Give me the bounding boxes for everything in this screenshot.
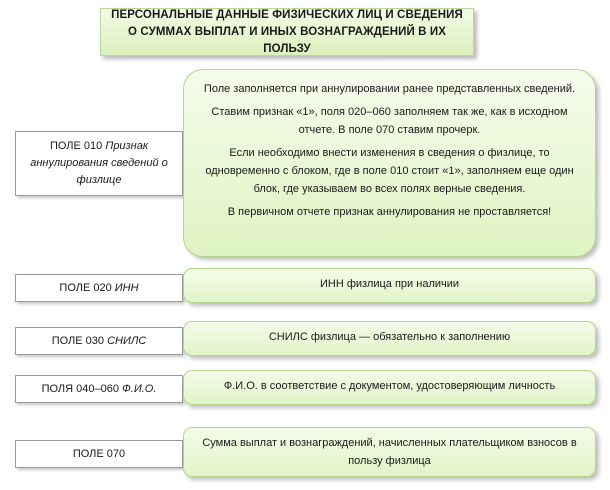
field-070-label-text bbox=[73, 446, 125, 463]
field-030-note bbox=[183, 321, 596, 356]
field-010-code: ПОЛЕ 010 bbox=[49, 140, 103, 152]
field-040-060-note bbox=[183, 370, 596, 405]
field-010-note-line-4: В первичном отчете признак аннулирования не проставляется! bbox=[227, 206, 552, 218]
field-030-label bbox=[15, 327, 183, 355]
field-030-code: ПОЛЕ 030 bbox=[51, 334, 104, 347]
field-030-name: СНИЛС bbox=[107, 334, 147, 347]
diagram-title bbox=[100, 8, 474, 56]
field-040-060-note-text: Ф.И.О. в соответствие с документом, удостоверяющим личность bbox=[223, 380, 556, 392]
diagram-title-text: ПЕРСОНАЛЬНЫЕ ДАННЫЕ ФИЗИЧЕСКИХ ЛИЦ И СВЕДЕНИЯ О СУММАХ ВЫПЛАТ И ИНЫХ ВОЗНАГРАЖДЕНИЙ В ИХ ПОЛЬЗУ bbox=[111, 8, 463, 55]
field-040-060-name: Ф.И.О. bbox=[122, 382, 157, 395]
field-010-label-text bbox=[22, 138, 176, 189]
field-010-name: Признак аннулирования сведений о физлице bbox=[30, 140, 168, 186]
field-020-note-text: ИНН физлица при наличии bbox=[319, 278, 460, 290]
field-070-code: ПОЛЕ 070 bbox=[72, 447, 126, 460]
field-040-060-label bbox=[15, 375, 183, 403]
field-010-note-line-1: Поле заполняется при аннулировании ранее представленных сведений. bbox=[203, 83, 576, 95]
field-030-note-text: СНИЛС физлица — обязательно к заполнению bbox=[268, 331, 511, 343]
field-010-note bbox=[183, 69, 596, 257]
field-020-name: ИНН bbox=[114, 281, 139, 294]
field-020-label-text bbox=[59, 280, 138, 297]
field-070-note-text: Сумма выплат и вознаграждений, начисленных плательщиком взносов в пользу физлица bbox=[202, 437, 577, 467]
field-030-label-text bbox=[52, 333, 147, 350]
field-020-label bbox=[15, 274, 183, 302]
field-010-label bbox=[15, 131, 183, 196]
field-010-note-line-3: Если необходимо внести изменения в сведения о физлице, то одновременно с блоком, где в поле 010 стоит «1», заполняем еще один блок, где указываем во всех полях верные сведения. bbox=[205, 147, 574, 195]
field-010-note-line-2: Ставим признак «1», поля 020–060 заполняем так же, как в исходном отчете. В поле 070 ставим прочерк. bbox=[211, 106, 568, 136]
field-040-060-label-text bbox=[42, 381, 157, 398]
field-070-note bbox=[183, 427, 596, 477]
field-040-060-code: ПОЛЯ 040–060 bbox=[41, 382, 119, 395]
field-020-note bbox=[183, 268, 596, 303]
field-070-label bbox=[15, 440, 183, 468]
field-020-code: ПОЛЕ 020 bbox=[59, 281, 112, 294]
